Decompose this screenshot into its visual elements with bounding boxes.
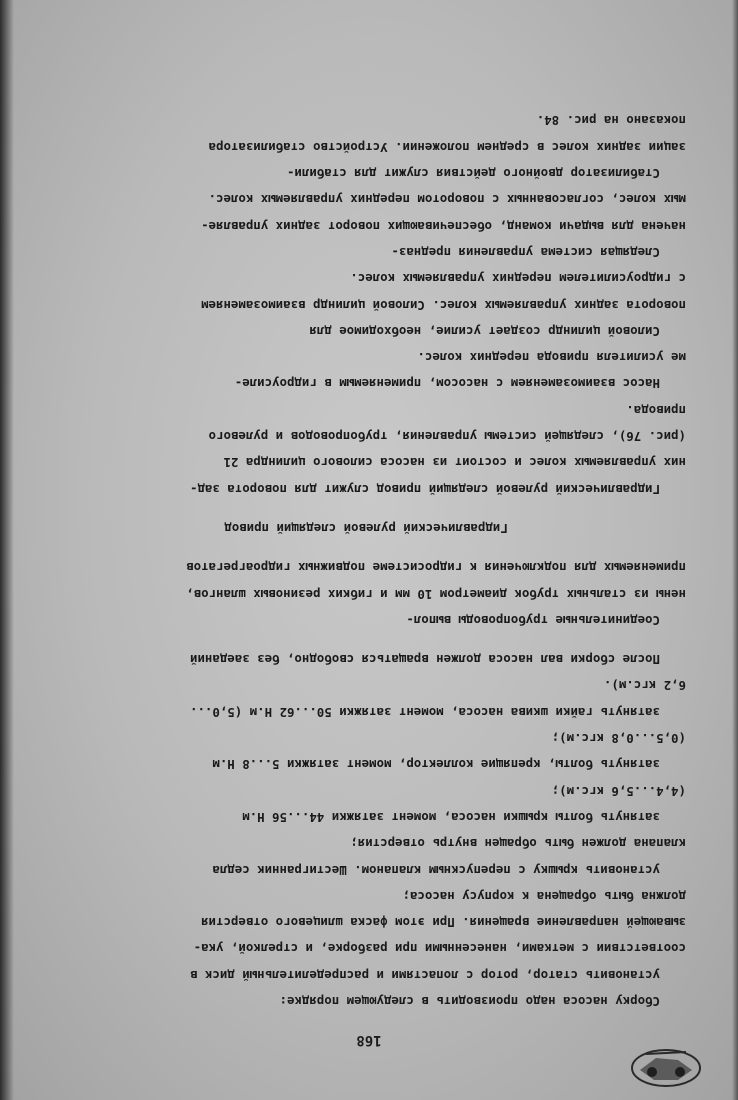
text-line: затянуть болты крышки насоса, момент затяжки 44...56 Н.м bbox=[242, 809, 660, 825]
text-line: показано на рис. 84. bbox=[536, 113, 686, 129]
text-line: Силовой цилиндр создает усилие, необходимое для bbox=[309, 323, 660, 339]
text-line: них управляемых колес и состоит из насоса силового цилиндра 21 bbox=[223, 455, 686, 471]
text-line: затянуть болты, крепящие коллектор, момент затяжки 5...8 Н.м bbox=[212, 757, 660, 773]
text-line: (4,4...5,6 кгс.м); bbox=[551, 783, 686, 799]
text-line: поворота задних управляемых колес. Силовой цилиндр взаимозаменяем bbox=[201, 297, 686, 313]
text-line: Гидравлический рулевой следящий привод служит для поворота зад- bbox=[190, 481, 660, 497]
text-line: установить крышку с перепускным клапаном. Шестигранник седла bbox=[212, 862, 660, 878]
document-body bbox=[46, 107, 686, 1014]
text-line: начена для выдачи команд, обеспечивающих поворот задних управляе- bbox=[201, 218, 686, 234]
library-stamp-icon bbox=[626, 1040, 706, 1092]
page-number: 168 bbox=[356, 1032, 382, 1048]
text-line: После сборки вал насоса должен вращаться свободно, без заеданий bbox=[190, 652, 660, 668]
text-line: клапана должен быть обращен внутрь отверстия; bbox=[350, 836, 686, 852]
text-line: затянуть гайки шкива насоса, момент затяжки 50...62 Н.м (5,0... bbox=[190, 704, 660, 720]
text-line: (рис. 76), следящей системы управления, трубопроводов и рулевого bbox=[208, 429, 686, 445]
text-line: нены из стальных трубок диаметром 10 мм и гибких резиновых шлангов, bbox=[186, 586, 686, 602]
text-line: мых колес, согласованных с поворотом передних управляемых колес. bbox=[208, 192, 686, 208]
text-line: Следящая система управления предназ- bbox=[391, 244, 660, 260]
text-line: Сборку насоса надо производить в следующем порядке: bbox=[279, 994, 660, 1009]
text-line: установить статор, ротор с лопастями и распределительный диск в bbox=[190, 967, 660, 983]
text-line: соответствии с метками, нанесенными при разборке, и стрелкой, ука- bbox=[193, 941, 686, 957]
text-line: Насос взаимозаменяем с насосом, применяемым в гидроусиле- bbox=[234, 376, 660, 392]
text-line: Соединительные трубопроводы выпол- bbox=[406, 612, 660, 628]
text-line: привода. bbox=[626, 402, 686, 418]
text-line: применяемых для подключения к гидросистеме подвижных гидроагрегатов bbox=[186, 560, 686, 576]
text-line: Стабилизатор двойного действия служит для стабили- bbox=[287, 166, 660, 182]
text-line: должна быть обращена к корпусу насоса; bbox=[402, 888, 686, 904]
text-line: 6,2 кгс.м). bbox=[603, 678, 686, 694]
text-line: ме усилителя привода передних колес. bbox=[417, 350, 686, 366]
text-line: зывающей направление вращения. При этом фаска шлицевого отверстия bbox=[201, 915, 686, 931]
text-line: (0,5...0,8 кгс.м); bbox=[551, 731, 686, 747]
paragraph-gap bbox=[46, 633, 686, 646]
section-heading: Гидравлический рулевой следящий привод bbox=[224, 520, 508, 536]
text-line: с гидроусилителем передних управляемых колес. bbox=[350, 271, 686, 287]
text-line: зации задних колес в среднем положении. Устройство стабилизатора bbox=[208, 139, 686, 155]
